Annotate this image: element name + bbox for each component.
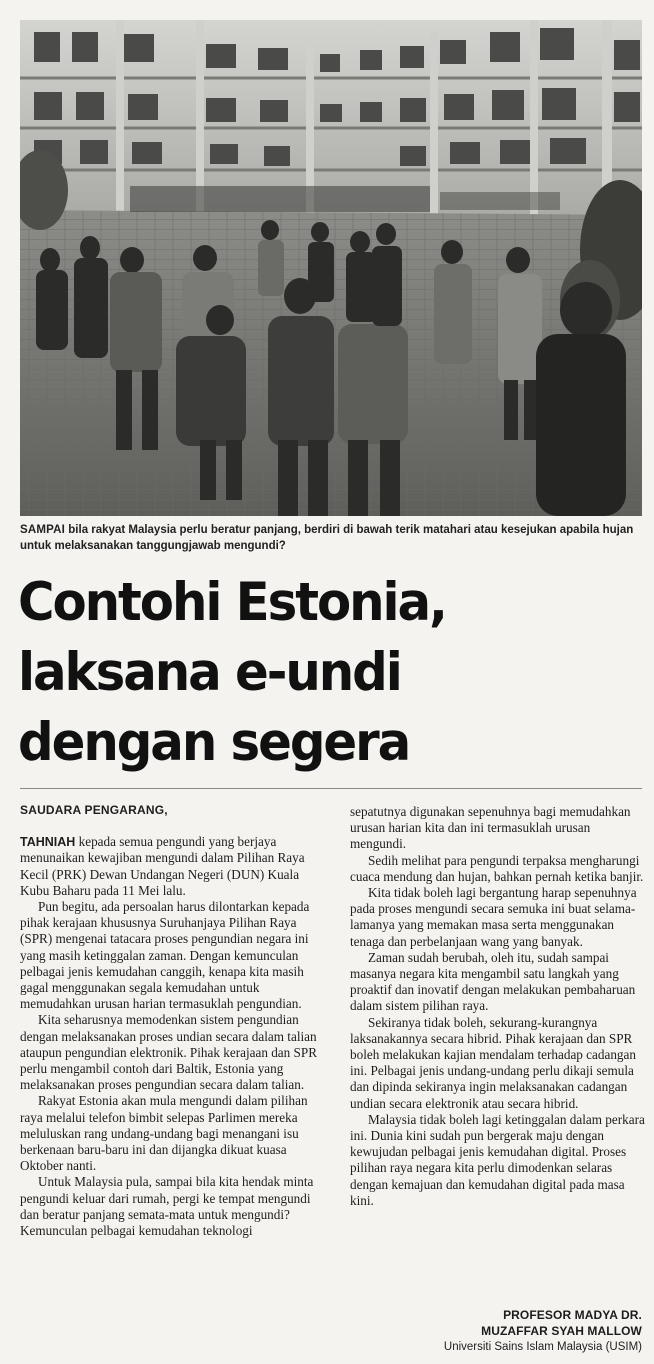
paragraph: Zaman sudah berubah, oleh itu, sudah sampai masanya negara kita mengambil satu langkah yang proaktif dan inovatif dengan melakukan pembaharuan dalam sistem pilihan raya.: [350, 949, 636, 1014]
divider: [20, 788, 642, 789]
paragraph: Malaysia tidak boleh lagi ketinggalan dalam perkara ini. Dunia kini sudah pun bergerak maju dengan kewujudan pelbagai jenis kemudahan digital. Proses pilihan raya negara kita perlu dimodenkan selaras dengan kemajuan dan kemudahan digital pada masa kini.: [350, 1111, 645, 1208]
paragraph: sepatutnya digunakan sepenuhnya bagi memudahkan urusan harian kita dan ini termasuklah urusan mengundi.: [350, 804, 631, 852]
article-column-1: [20, 802, 326, 1239]
voters-queue-photo: [20, 20, 642, 516]
paragraph: [20, 834, 326, 899]
paragraph: Kita tidak boleh lagi bergantung harap sepenuhnya pada proses mengundi secara semuka ini buat selama-lamanya yang memakan masa serta menggunakan tenaga dan perbelanjaan wang yang banyak.: [350, 885, 637, 949]
caption-text: bila rakyat Malaysia perlu beratur panjang, berdiri di bawah terik matahari atau kesejukan apabila hujan untuk melaksanakan tanggungjawab mengundi?: [20, 524, 634, 552]
news-photo: [20, 20, 642, 516]
author-name: MUZAFFAR SYAH MALLOW: [481, 1324, 642, 1338]
paragraph: Rakyat Estonia akan mula mengundi dalam pilihan raya melalui telefon bimbit selepas Parlimen mereka meluluskan rang undang-undang bagi menangani isu berkenaan baru-baru ini dan dijangka dikuat kuasa Oktober nanti.: [20, 1093, 308, 1174]
headline: [18, 568, 601, 778]
paragraph: Kita seharusnya memodenkan sistem pengundian dengan melaksanakan proses undian secara dalam talian ataupun pengundian elektronik. Pihak kerajaan dan SPR perlu mengambil contoh dari Baltik, Estonia yang melaksanakan proses pengundian secara dalam talian.: [20, 1012, 318, 1093]
byline: [444, 1307, 642, 1355]
paragraph: Pun begitu, ada persoalan harus dilontarkan kepada pihak kerajaan khususnya Suruhanjaya Pilihan Raya (SPR) mengenai tatacara proses pengundian negara ini yang masih ketinggalan zaman. Dengan kemunculan pelbagai jenis kemudahan canggih, kenapa kita masih gagal menggunakan segala kemudahan untuk memudahkan urusan harian termasuklah pengundian.: [20, 899, 310, 1012]
salutation: SAUDARA PENGARANG,: [20, 803, 168, 817]
caption-lead: SAMPAI: [20, 524, 66, 536]
paragraph: Sekiranya tidak boleh, sekurang-kurangnya laksanakannya secara hibrid. Pihak kerajaan dan SPR boleh melakukan kajian mendalam terhadap cadangan ini. Pelbagai jenis undang-undang perlu dikaji semula dan dipinda sekiranya ingin melaksanakan cadangan undian secara elektronik atau secara hibrid.: [350, 1014, 636, 1111]
author-institution: Universiti Sains Islam Malaysia (USIM): [443, 1341, 642, 1353]
headline-line-3: dengan segera: [18, 712, 410, 773]
author-title: PROFESOR MADYA DR.: [503, 1308, 642, 1322]
photo-caption: [20, 522, 642, 554]
paragraph: Sedih melihat para pengundi terpaksa mengharungi cuaca mendung dan hujan, bahkan pernah ketika banjir.: [350, 852, 644, 884]
headline-line-1: Contohi Estonia,: [18, 572, 446, 633]
article-column-2: [350, 804, 645, 1209]
paragraph-text: kepada semua pengundi yang berjaya menunaikan kewajiban mengundi dalam Pilihan Raya Kecil (PRK) Dewan Undangan Negeri (DUN) Kuala Kubu Baharu pada 11 Mei lalu.: [20, 834, 305, 898]
paragraph: Untuk Malaysia pula, sampai bila kita hendak minta pengundi keluar dari rumah, pergi ke tempat mengundi dan beratur panjang semata-mata untuk mengundi? Kemunculan pelbagai kemudahan teknologi: [20, 1174, 314, 1239]
headline-line-2: laksana e-undi: [18, 642, 401, 703]
paragraph-lead: TAHNIAH: [20, 835, 76, 850]
